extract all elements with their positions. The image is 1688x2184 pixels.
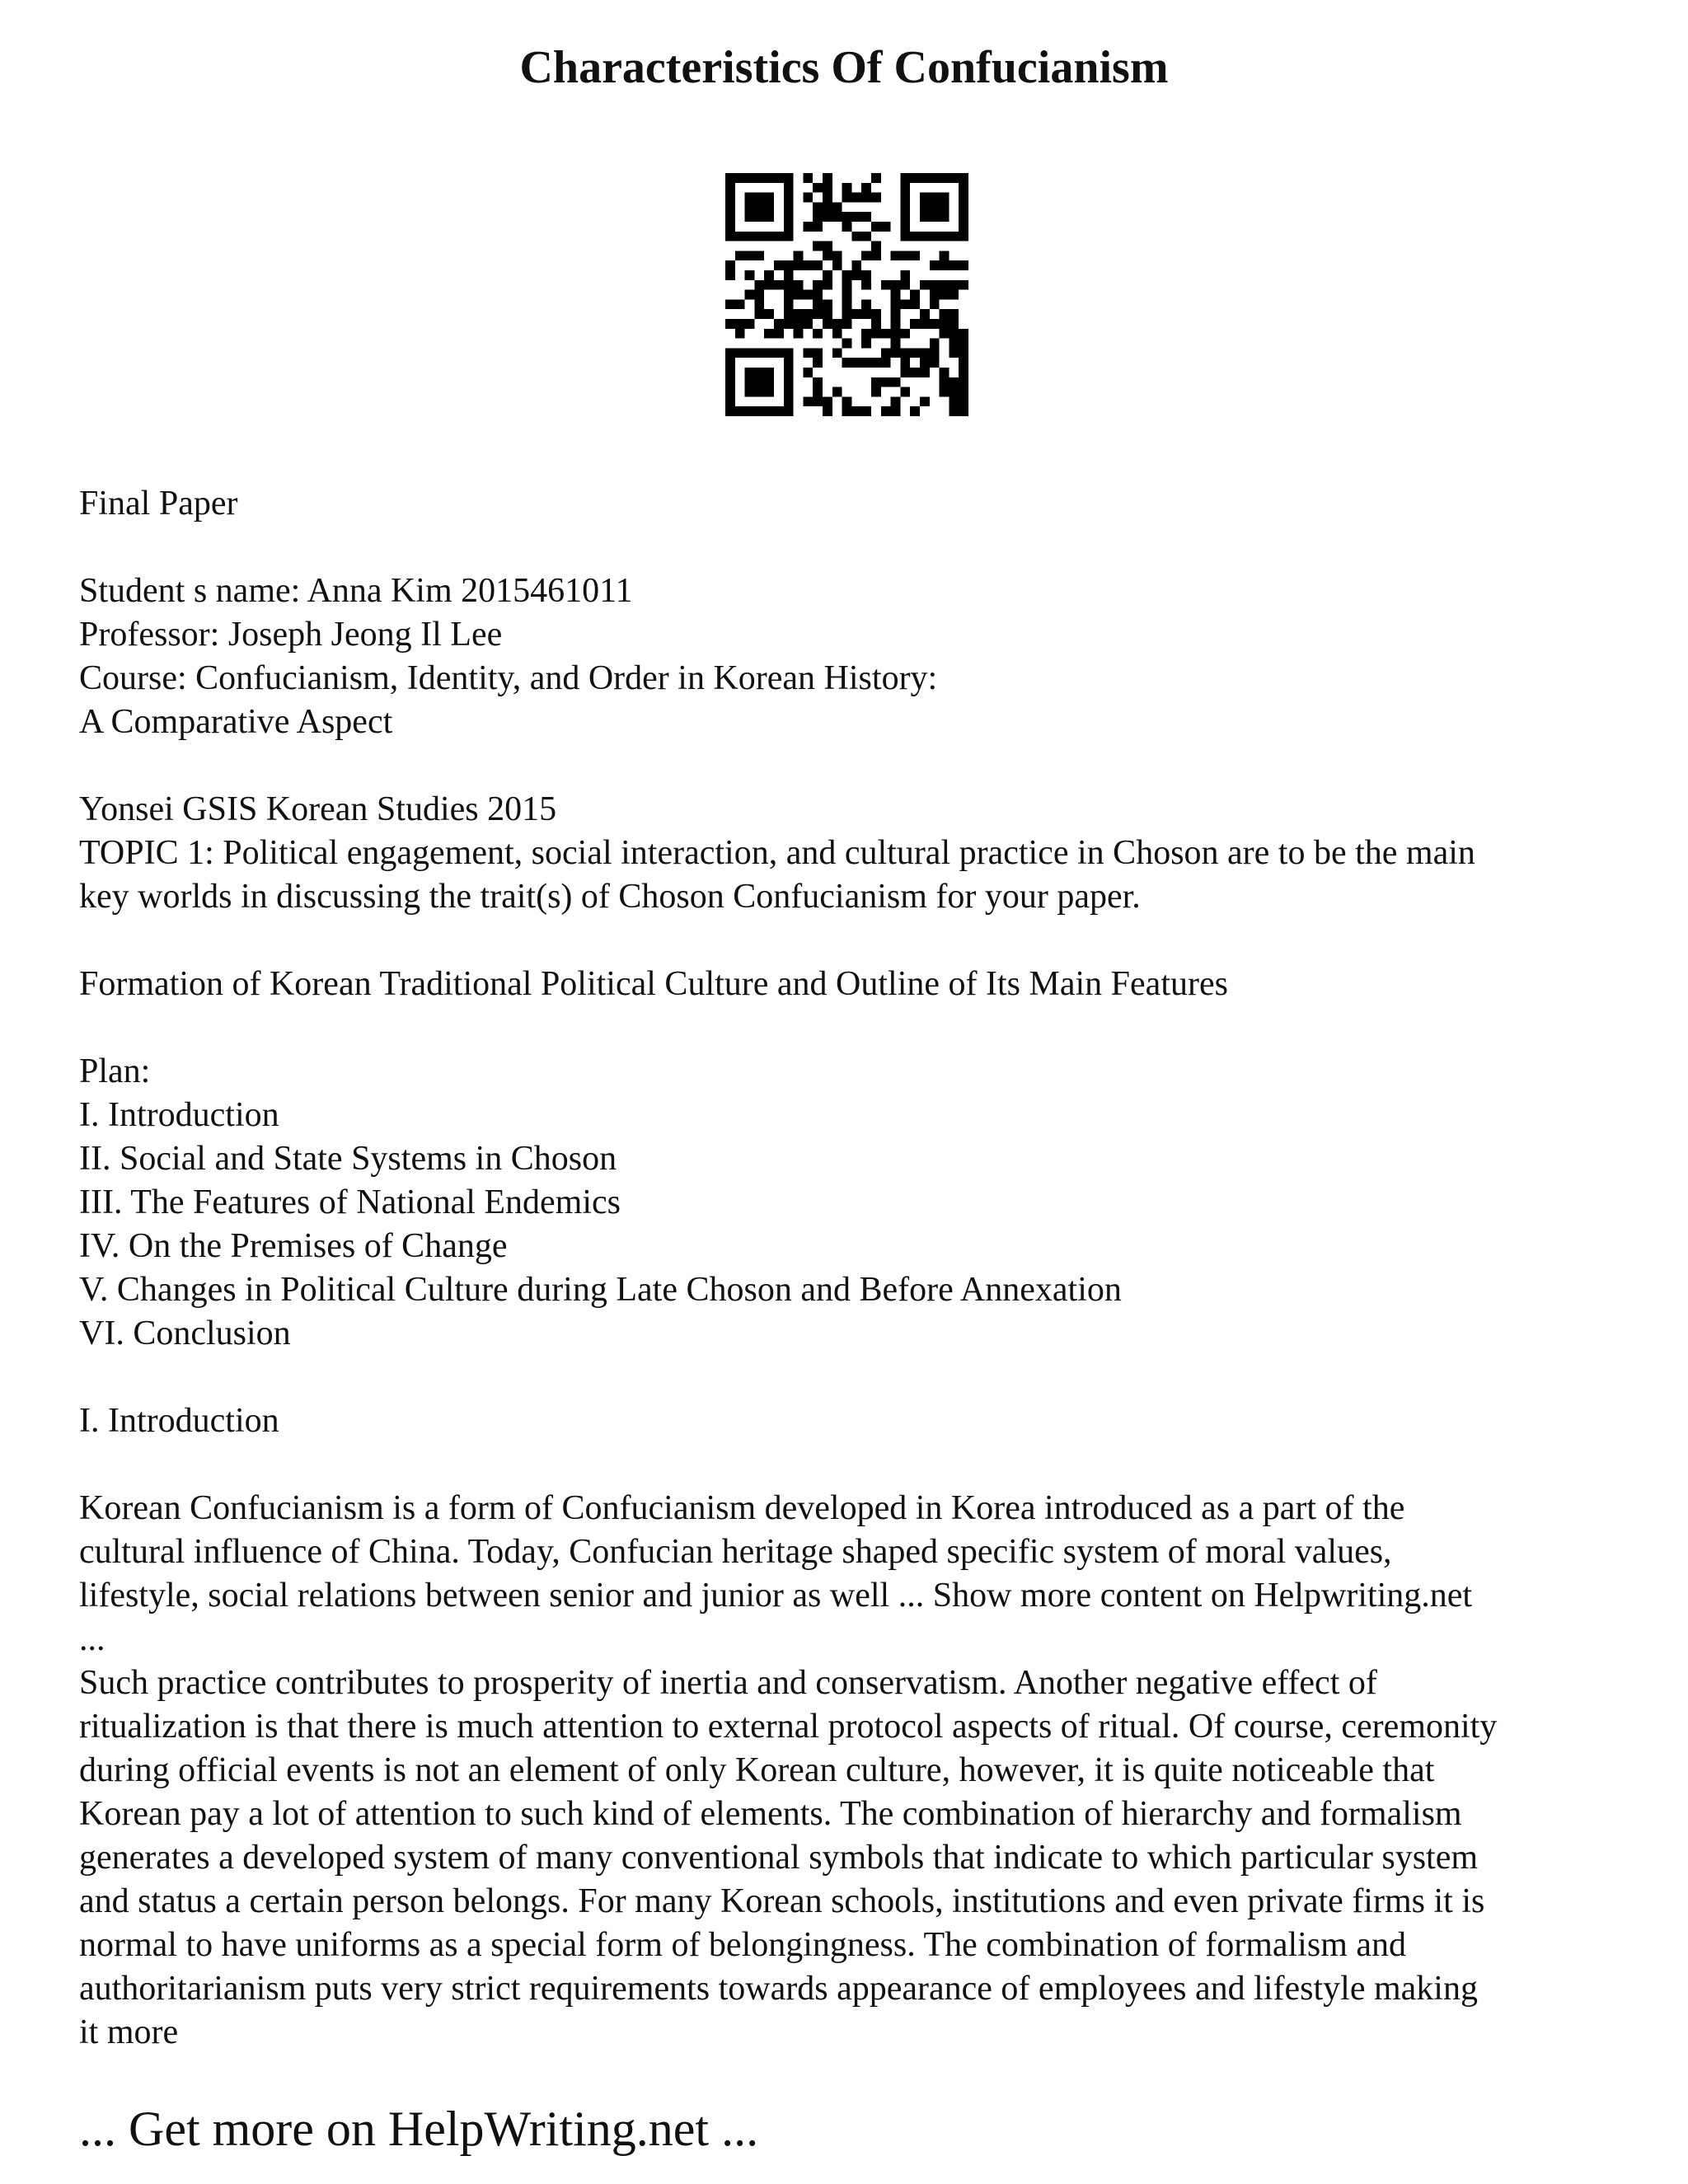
student-name: Student s name: Anna Kim 2015461011 bbox=[79, 572, 633, 610]
professor-name: Professor: Joseph Jeong Il Lee bbox=[79, 616, 503, 654]
plan-item: V. Changes in Political Culture during Late Choson and Before Annexation bbox=[79, 1271, 1122, 1309]
plan-item: I. Introduction bbox=[79, 1096, 279, 1134]
paragraph-line: ... bbox=[79, 1620, 106, 1658]
topic-line: key worlds in discussing the trait(s) of Choson Confucianism for your paper. bbox=[79, 878, 1141, 916]
plan-heading: Plan: bbox=[79, 1052, 151, 1090]
paper-title: Formation of Korean Traditional Political Culture and Outline of Its Main Features bbox=[79, 965, 1228, 1003]
get-more-link[interactable]: ... Get more on HelpWriting.net ... bbox=[79, 2102, 759, 2156]
paragraph-line: lifestyle, social relations between senior and junior as well ... Show more content on Helpwriting.net bbox=[79, 1577, 1473, 1615]
page-title: Characteristics Of Confucianism bbox=[519, 42, 1169, 93]
qr-code-icon bbox=[725, 173, 968, 416]
document-body bbox=[79, 482, 1629, 2055]
course-line: Course: Confucianism, Identity, and Order in Korean History: bbox=[79, 659, 938, 697]
paragraph-line: it more bbox=[79, 2013, 179, 2051]
paragraph-line: normal to have uniforms as a special form of belongingness. The combination of formalism and bbox=[79, 1926, 1407, 1964]
course-line: A Comparative Aspect bbox=[79, 703, 393, 741]
school-line: Yonsei GSIS Korean Studies 2015 bbox=[79, 790, 557, 828]
paragraph-line: cultural influence of China. Today, Confucian heritage shaped specific system of moral values, bbox=[79, 1533, 1392, 1571]
intro-label: Final Paper bbox=[79, 485, 238, 523]
plan-item: IV. On the Premises of Change bbox=[79, 1227, 508, 1265]
paragraph-line: during official events is not an element of only Korean culture, however, it is quite noticeable that bbox=[79, 1751, 1435, 1789]
paragraph-line: ritualization is that there is much attention to external protocol aspects of ritual. Of course, ceremonity bbox=[79, 1708, 1498, 1746]
paragraph-line: and status a certain person belongs. For many Korean schools, institutions and even private firms it is bbox=[79, 1882, 1485, 1920]
paragraph-line: authoritarianism puts very strict requirements towards appearance of employees and lifestyle making bbox=[79, 1970, 1478, 2008]
paragraph-line: generates a developed system of many conventional symbols that indicate to which particular system bbox=[79, 1839, 1479, 1877]
plan-item: III. The Features of National Endemics bbox=[79, 1183, 621, 1221]
paragraph-line: Such practice contributes to prosperity of inertia and conservatism. Another negative effect of bbox=[79, 1664, 1377, 1702]
plan-item: VI. Conclusion bbox=[79, 1315, 291, 1352]
section-heading: I. Introduction bbox=[79, 1402, 279, 1440]
paragraph-line: Korean Confucianism is a form of Confucianism developed in Korea introduced as a part of the bbox=[79, 1489, 1405, 1527]
paragraph-line: Korean pay a lot of attention to such kind of elements. The combination of hierarchy and formalism bbox=[79, 1795, 1462, 1833]
plan-item: II. Social and State Systems in Choson bbox=[79, 1140, 617, 1178]
topic-line: TOPIC 1: Political engagement, social interaction, and cultural practice in Choson are to be the main bbox=[79, 834, 1475, 872]
